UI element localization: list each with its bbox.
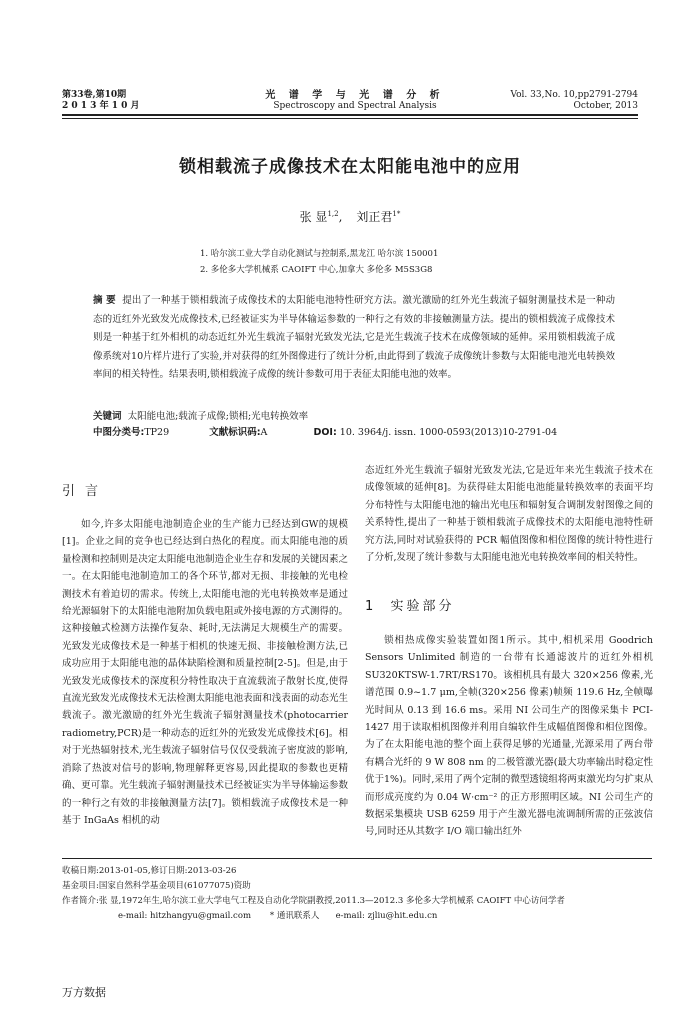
- watermark: 万方数据: [62, 986, 106, 999]
- corresponding-author: * 通讯联系人: [269, 911, 320, 921]
- section-number: 1: [365, 599, 377, 614]
- received-date: 收稿日期:2013-01-05,修订日期:2013-03-26: [62, 866, 237, 876]
- header-rule-thick: [62, 114, 638, 116]
- affiliation-2: 2. 多伦多大学机械系 CAOIFT 中心,加拿大 多伦多 M5S3G8: [200, 265, 433, 275]
- experiment-heading: [365, 595, 455, 614]
- abstract-text: 提出了一种基于锁相载流子成像技术的太阳能电池特性研究方法。激光激励的红外光生载流子辐射测量技术是一种动态的近红外光致发光成像技术,已经被证实为半导体输运参数的一种行之有效的非接触测量方法。提出的锁相载流子成像技术则是一种基于红外相机的动态近红外光生载流子辐射光致发光法,它是光生载流子技术在成像领域的延伸。采用锁相载流子成像系统对10片样片进行了实验,并对获得的红外图像进行了统计分析,由此得到了载流子成像统计参数与太阳能电池光电转换效率间的相关特性。结果表明,锁相载流子成像的统计参数可用于表征太阳能电池的效率。: [93, 295, 615, 380]
- header-rule-thin: [62, 118, 638, 119]
- section-title: 实验部分: [390, 599, 455, 614]
- experiment-paragraph: 锁相热成像实验装置如图1所示。其中,相机采用 Goodrich Sensors Unlimited 制造的一台带有长通滤波片的近红外相机 SU320KTSW-1.7RT/RS170。该相机具有最大 320×256 像素,光谱范围 0.9~1.7 μm,全帧(320×256 像素)帧频 119.6 Hz,全帧曝光时间从 0.13 到 16.6 ms。采用 NI 公司生产的图像采集卡 PCI-1427 用于读取相机图像并利用自编软件生成幅值图像和相位图像。为了在太阳能电池的整个面上获得足够的光通量,光源采用了两台带有耦合光纤的 9 W 808 nm 的二极管激光器(最大功率输出时稳定性优于1%)。同时,采用了两个定制的微型透镜组将两束激光均匀扩束从而形成亮度约为 0.04 W·cm⁻² 的正方形照明区域。NI 公司生产的数据采集模块 USB 6259 用于产生激光器电流调制所需的正弦波信号,同时还从其数字 I/O 端口输出红外: [365, 635, 653, 838]
- affiliations: [200, 246, 438, 278]
- email-line: [62, 909, 662, 924]
- journal-issue-cn: [62, 90, 140, 112]
- journal-name-cn: 光 谱 学 与 光 谱 分 析: [265, 90, 445, 101]
- paper-title: 锁相载流子成像技术在太阳能电池中的应用: [179, 157, 521, 177]
- corresponding-email: e-mail: zjliu@hit.edu.cn: [335, 911, 438, 921]
- abstract-label: 摘 要: [93, 295, 116, 306]
- date-en: October, 2013: [573, 101, 638, 111]
- author-2-affil: 1*: [392, 210, 401, 218]
- clc-value: TP29: [144, 427, 170, 438]
- intro-paragraph: 如今,许多太阳能电池制造企业的生产能力已经达到GW的规模[1]。企业之间的竞争也已经达到白热化的程度。而太阳能电池的质量检测和控制则是决定太阳能电池制造企业生存和发展的关键因素之一。在太阳能电池制造加工的各个环节,都对无损、非接触的光电检测技术有着迫切的需求。传统上,太阳能电池的光电转换效率是通过给光源辐射下的太阳能电池附加负载电阻或外接电源的方式测得的。这种接触式检测方法操作复杂、耗时,无法满足大规模生产的需要。光致发光成像技术是一种基于相机的快速无损、非接触检测方法,已成功应用于太阳能电池的晶体缺陷检测和质量控制[2-5]。但是,由于光致发光成像技术的深度积分特性取决于直流载流子散射长度,使得直流光致发光成像技术无法检测太阳能电池表面和浅表面的动态光生载流子。激光激励的红外光生载流子辐射测量技术(photocarrier radiometry,PCR)是一种动态的近红外的光致发光成像技术[6]。相对于光热辐射技术,光生载流子辐射信号仅仅受载流子密度波的影响,消除了热波对信号的影响,物理解释更容易,因此提取的参数也更精确、更可靠。光生载流子辐射测量技术已经被证实为半导体输运参数的一种行之有效的非接触测量方法[7]。锁相载流子成像技术是一种基于 InGaAs 相机的动: [62, 519, 348, 826]
- classification-line: [93, 425, 623, 440]
- volume-en: Vol. 33,No. 10,pp2791-2794: [510, 90, 638, 100]
- author-bio: 作者简介:张 显,1972年生,哈尔滨工业大学电气工程及自动化学院副教授,2011.3—2012.3 多伦多大学机械系 CAOIFT 中心访问学者: [62, 896, 565, 906]
- doc-code-label: 文献标识码:: [209, 427, 261, 438]
- journal-issue-en: [510, 90, 638, 112]
- doc-code-value: A: [260, 427, 268, 438]
- footnotes: [62, 864, 662, 924]
- keywords-label: 关键词: [93, 411, 122, 422]
- doi-value: 10. 3964/j. issn. 1000-0593(2013)10-2791-04: [339, 427, 558, 438]
- author-2: 刘正君: [356, 210, 393, 224]
- author-1-affil: 1,2: [327, 210, 339, 218]
- funding: 基金项目:国家自然科学基金项目(61077075)资助: [62, 881, 251, 891]
- doi-label: DOI:: [313, 427, 337, 438]
- keywords-text: 太阳能电池;载流子成像;锁相;光电转换效率: [127, 411, 309, 422]
- journal-name: [230, 90, 480, 112]
- footnote-rule: [62, 858, 652, 859]
- intro-heading: 引言: [62, 484, 109, 499]
- intro-continuation: 态近红外光生载流子辐射光致发光法,它是近年来光生载流子技术在成像领域的延伸[8]。为获得硅太阳能电池能量转换效率的表面平均分布特性与太阳能电池的输出光电压和辐射复合调制发射图像之间的关系特性,提出了一种基于锁相载流子成像技术的太阳能电池特性研究方法,同时对试验获得的 PCR 幅值图像和相位图像的统计特性进行了分析,发现了统计参数与太阳能电池光电转换效率间的相关特性。: [365, 465, 653, 564]
- author-email: e-mail: hitzhangyu@gmail.com: [118, 911, 251, 921]
- volume-cn: 第33卷,第10期: [62, 90, 127, 100]
- affiliation-1: 1. 哈尔滨工业大学自动化测试与控制系,黑龙江 哈尔滨 150001: [200, 249, 439, 259]
- author-line: 张 显$^{1,2}$, 刘正君$^{1*}$: [299, 210, 401, 224]
- clc-label: 中图分类号:: [93, 427, 145, 438]
- abstract: [93, 292, 615, 385]
- keywords: [93, 409, 623, 424]
- journal-name-en: Spectroscopy and Spectral Analysis: [273, 101, 437, 111]
- date-cn: 2 0 1 3 年 1 0 月: [62, 101, 140, 111]
- author-1: 张 显: [299, 210, 328, 224]
